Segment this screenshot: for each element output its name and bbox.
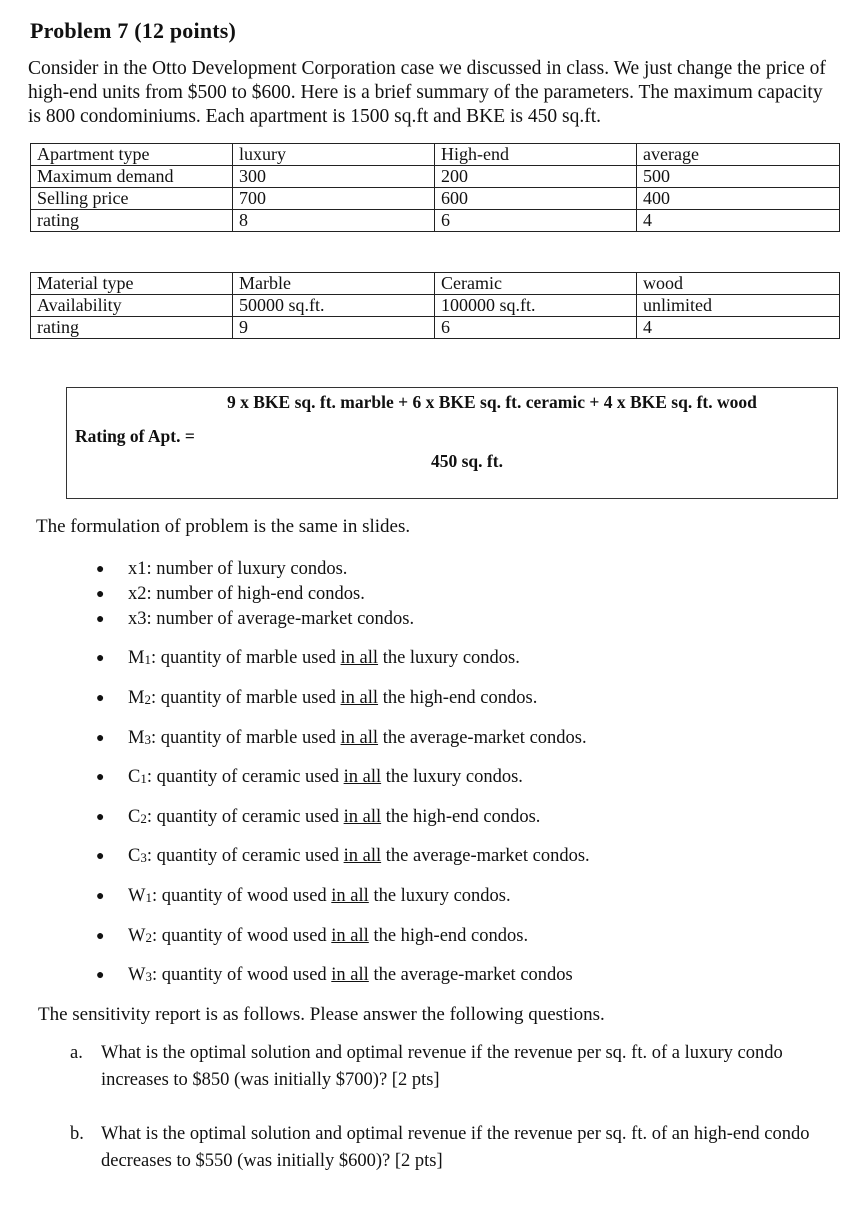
formula-lhs: Rating of Apt. = xyxy=(75,426,195,446)
list-item: ● W2: quantity of wood used in all the high-end condos. xyxy=(96,926,529,946)
bullet-icon: ● xyxy=(96,561,105,577)
table-cell: High-end xyxy=(435,144,637,166)
table-cell: luxury xyxy=(233,144,435,166)
list-item: ● M3: quantity of marble used in all the average-market condos. xyxy=(96,728,587,748)
bullet-icon: ● xyxy=(96,586,105,602)
bullet-icon: ● xyxy=(96,690,105,706)
list-item: ● C3: quantity of ceramic used in all the average-market condos. xyxy=(96,846,590,866)
list-item: ● x2: number of high-end condos. xyxy=(96,584,365,604)
table-cell: Material type xyxy=(31,273,233,295)
bullet-icon: ● xyxy=(96,730,105,746)
table-cell: 600 xyxy=(435,188,637,210)
table-cell: Ceramic xyxy=(435,273,637,295)
bullet-icon: ● xyxy=(96,809,105,825)
bullet-icon: ● xyxy=(96,650,105,666)
table-cell: 300 xyxy=(233,166,435,188)
table-cell: Marble xyxy=(233,273,435,295)
bullet-icon: ● xyxy=(96,769,105,785)
table-cell: 400 xyxy=(637,188,840,210)
table-cell: wood xyxy=(637,273,840,295)
question-a xyxy=(70,1040,842,1094)
table-cell: Availability xyxy=(31,295,233,317)
list-item: ● C2: quantity of ceramic used in all the high-end condos. xyxy=(96,807,541,827)
bullet-icon: ● xyxy=(96,928,105,944)
table-cell: unlimited xyxy=(637,295,840,317)
formulation-intro: The formulation of problem is the same in slides. xyxy=(36,516,411,537)
list-item: ● x3: number of average-market condos. xyxy=(96,609,415,629)
table-cell: 4 xyxy=(637,210,840,232)
question-text: What is the optimal solution and optimal revenue if the revenue per sq. ft. of an high-end condo decreases to $550 (was initially $600)? [2 pts] xyxy=(101,1124,810,1171)
list-item: ● C1: quantity of ceramic used in all the luxury condos. xyxy=(96,767,523,787)
table-cell: 500 xyxy=(637,166,840,188)
table-cell: 700 xyxy=(233,188,435,210)
question-label: a. xyxy=(70,1043,83,1063)
list-item: ● M2: quantity of marble used in all the high-end condos. xyxy=(96,688,538,708)
table-cell: 4 xyxy=(637,317,840,339)
table-cell: 200 xyxy=(435,166,637,188)
table-cell: Maximum demand xyxy=(31,166,233,188)
table-cell: 6 xyxy=(435,317,637,339)
table-cell: rating xyxy=(31,317,233,339)
question-label: b. xyxy=(70,1124,84,1144)
bullet-icon: ● xyxy=(96,611,105,627)
table-cell: Selling price xyxy=(31,188,233,210)
table-cell: rating xyxy=(31,210,233,232)
bullet-icon: ● xyxy=(96,848,105,864)
sensitivity-intro: The sensitivity report is as follows. Please answer the following questions. xyxy=(38,1004,605,1025)
list-item: ● M1: quantity of marble used in all the luxury condos. xyxy=(96,648,520,668)
formula-denominator: 450 sq. ft. xyxy=(431,451,503,471)
question-b xyxy=(70,1121,842,1175)
problem-title: Problem 7 (12 points) xyxy=(30,18,237,43)
problem-intro: Consider in the Otto Development Corporation case we discussed in class. We just change the price of high-end units from $500 to $600. Here is a brief summary of the parameters. The maximum capacity is 800 condominiums. Each apartment is 1500 sq.ft and BKE is 450 sq.ft. xyxy=(28,58,826,127)
formula-numerator: 9 x BKE sq. ft. marble + 6 x BKE sq. ft. ceramic + 4 x BKE sq. ft. wood xyxy=(227,392,757,412)
bullet-icon: ● xyxy=(96,967,105,983)
list-item: ● x1: number of luxury condos. xyxy=(96,559,348,579)
table-cell: 50000 sq.ft. xyxy=(233,295,435,317)
list-item: ● W1: quantity of wood used in all the luxury condos. xyxy=(96,886,511,906)
table-cell: 100000 sq.ft. xyxy=(435,295,637,317)
bullet-icon: ● xyxy=(96,888,105,904)
table-cell: Apartment type xyxy=(31,144,233,166)
table-cell: average xyxy=(637,144,840,166)
table-cell: 6 xyxy=(435,210,637,232)
list-item: ● W3: quantity of wood used in all the average-market condos xyxy=(96,965,573,985)
table-cell: 8 xyxy=(233,210,435,232)
question-text: What is the optimal solution and optimal revenue if the revenue per sq. ft. of a luxury condo increases to $850 (was initially $700)? [2 pts] xyxy=(101,1043,783,1090)
table-cell: 9 xyxy=(233,317,435,339)
